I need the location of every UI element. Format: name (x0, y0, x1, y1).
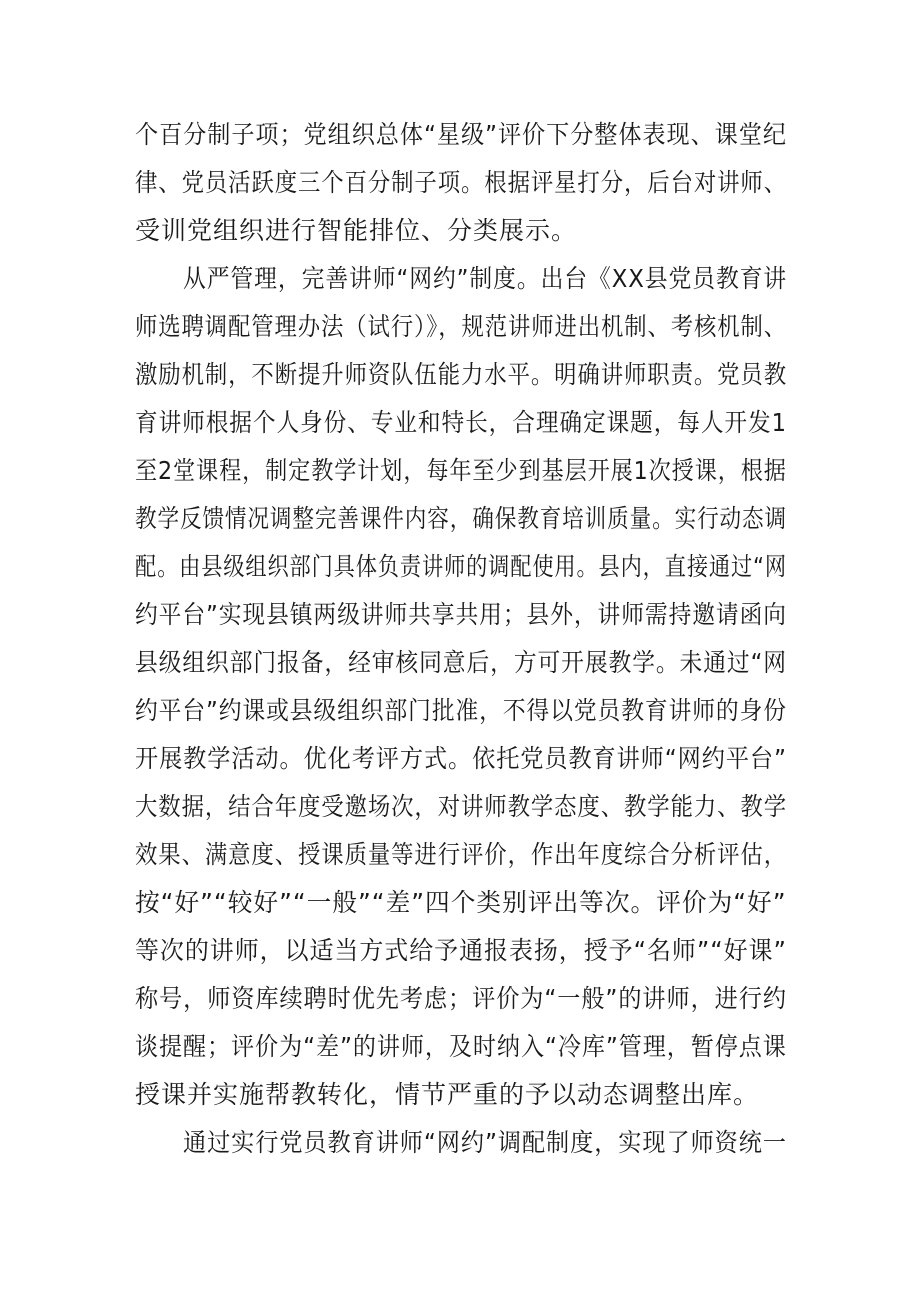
text-line: 约平台”实现县镇两级讲师共享共用；县外，讲师需持邀请函向 (135, 600, 787, 629)
text-line: 配。由县级组织部门具体负责讲师的调配使用。县内，直接通过“网 (135, 552, 787, 581)
text-line: 师选聘调配管理办法（试行）》，规范讲师进出机制、考核机制、 (135, 312, 788, 341)
text-line: 律、党员活跃度三个百分制子项。根据评星打分，后台对讲师、 (135, 168, 788, 197)
text-line: 受训党组织进行智能排位、分类展示。 (135, 216, 578, 245)
text-line: 激励机制，不断提升师资队伍能力水平。明确讲师职责。党员教 (135, 360, 788, 389)
text-line: 约平台”约课或县级组织部门批准，不得以党员教育讲师的身份 (135, 696, 787, 725)
text-line: 教学反馈情况调整完善课件内容，确保教育培训质量。实行动态调 (135, 504, 788, 533)
text-line: 等次的讲师，以适当方式给予通报表扬，授予“名师”“好课” (135, 936, 787, 965)
text-line: 大数据，结合年度受邀场次，对讲师教学态度、教学能力、教学 (135, 792, 788, 821)
text-line: 谈提醒；评价为“差”的讲师，及时纳入“冷库”管理，暂停点课 (135, 1032, 787, 1061)
text-line: 效果、满意度、授课质量等进行评价，作出年度综合分析评估， (135, 840, 788, 869)
text-line: 授课并实施帮教转化，情节严重的予以动态调整出库。 (135, 1080, 760, 1109)
text-line: 县级组织部门报备，经审核同意后，方可开展教学。未通过“网 (135, 648, 787, 677)
paragraph-start-line: 通过实行党员教育讲师“网约”调配制度，实现了师资统一 (183, 1128, 787, 1157)
text-line: 按“好”“较好”“一般”“差”四个类别评出等次。评价为“好” (135, 888, 787, 917)
text-line: 育讲师根据个人身份、专业和特长，合理确定课题，每人开发1 (135, 408, 787, 437)
paragraph-start-line: 从严管理，完善讲师“网约”制度。出台《XX县党员教育讲 (183, 264, 788, 293)
text-line: 至2堂课程，制定教学计划，每年至少到基层开展1次授课，根据 (135, 456, 787, 485)
text-line: 个百分制子项；党组织总体“星级”评价下分整体表现、课堂纪 (135, 120, 787, 149)
text-line: 开展教学活动。优化考评方式。依托党员教育讲师“网约平台” (135, 744, 787, 773)
text-line: 称号，师资库续聘时优先考虑；评价为“一般”的讲师，进行约 (135, 984, 787, 1013)
